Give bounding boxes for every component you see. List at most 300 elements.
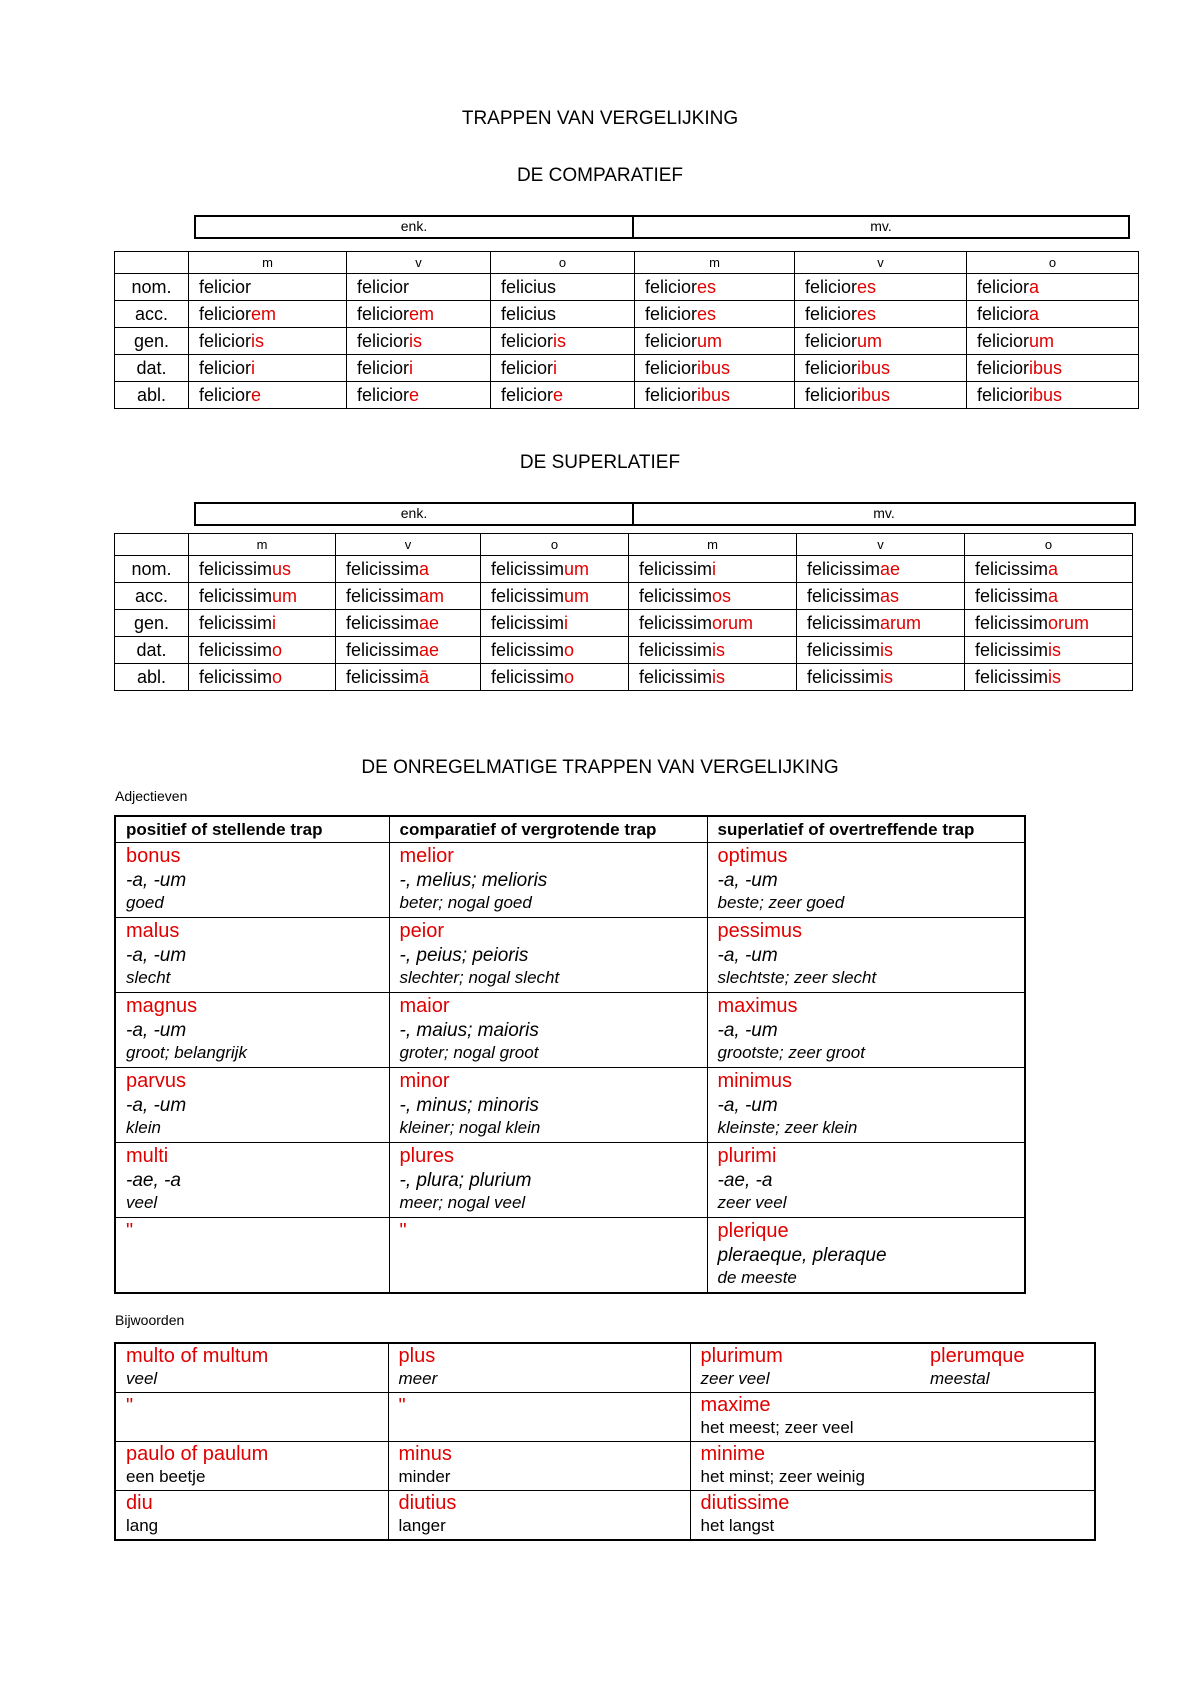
- case-label: gen.: [115, 610, 189, 637]
- word-ending: um: [697, 330, 723, 351]
- word-ending: ibus: [857, 384, 891, 405]
- declension-cell: [336, 556, 481, 583]
- word-ending: i: [272, 612, 277, 633]
- word-stem: felicissim: [346, 585, 420, 606]
- declension-cell: [629, 637, 797, 664]
- word-ending: es: [857, 276, 877, 297]
- word-stem: felicissim: [639, 639, 713, 660]
- word-forms: -, minus; minoris: [399, 1095, 539, 1116]
- word-ending: arum: [880, 612, 922, 633]
- word-stem: felicissim: [491, 612, 565, 633]
- group-label-plural: mv.: [632, 217, 1128, 237]
- adverb-cell: [690, 1442, 920, 1491]
- adverb-row: [115, 1393, 1095, 1442]
- case-label: dat.: [115, 355, 189, 382]
- word-ending: ibus: [697, 357, 731, 378]
- word-ending: es: [697, 276, 717, 297]
- declension-cell: [797, 556, 965, 583]
- word-stem: felicior: [357, 330, 410, 351]
- word-meaning: langer: [398, 1516, 446, 1535]
- declension-cell: [967, 382, 1139, 409]
- case-label: abl.: [115, 382, 189, 409]
- word-forms: -, peius; peioris: [399, 945, 529, 966]
- word-meaning: klein: [126, 1118, 161, 1137]
- word-ending: em: [251, 303, 277, 324]
- irregular-header-row: [115, 816, 1025, 843]
- word-ending: o: [272, 639, 283, 660]
- case-row-acc: [115, 301, 1139, 328]
- irregular-cell: [707, 993, 1025, 1068]
- word-stem: felicissim: [639, 612, 713, 633]
- declension-cell: [795, 301, 967, 328]
- case-label: acc.: [115, 583, 189, 610]
- declension-cell: [797, 664, 965, 691]
- word-meaning: groter; nogal groot: [399, 1043, 539, 1062]
- word-ending: is: [880, 666, 894, 687]
- latin-word: malus: [126, 920, 180, 942]
- irregular-cell: [115, 1068, 389, 1143]
- irregular-cell: [707, 918, 1025, 993]
- latin-word: maxime: [700, 1394, 771, 1416]
- declension-cell: [967, 274, 1139, 301]
- word-ending: i: [251, 357, 256, 378]
- word-stem: felicissim: [807, 585, 881, 606]
- declension-cell: [965, 610, 1133, 637]
- word-stem: felicior: [501, 330, 554, 351]
- word-ending: i: [712, 558, 717, 579]
- case-row-gen: [115, 328, 1139, 355]
- irregular-row: [115, 1218, 1025, 1294]
- gender-header: o: [481, 534, 629, 556]
- gender-header: m: [189, 252, 347, 274]
- irregular-cell: [115, 918, 389, 993]
- declension-cell: [189, 274, 347, 301]
- irregular-cell: [389, 918, 707, 993]
- word-ending: is: [712, 639, 726, 660]
- page-title: TRAPPEN VAN VERGELIJKING: [461, 108, 739, 129]
- declension-cell: [189, 637, 336, 664]
- word-ending: ae: [419, 612, 440, 633]
- word-stem: felicior: [199, 384, 252, 405]
- word-ending: i: [564, 612, 569, 633]
- word-ending: ibus: [697, 384, 731, 405]
- latin-word: melior: [399, 845, 454, 867]
- declension-cell: [965, 637, 1133, 664]
- latin-word: peior: [399, 920, 444, 942]
- declension-cell: [189, 355, 347, 382]
- irregular-cell: [707, 1068, 1025, 1143]
- word-stem: felicissim: [491, 558, 565, 579]
- declension-cell: [491, 274, 635, 301]
- word-meaning: meestal: [930, 1369, 990, 1388]
- group-label-singular: enk.: [400, 505, 428, 521]
- adverb-cell: [690, 1491, 920, 1541]
- declension-cell: [347, 355, 491, 382]
- word-stem: felicior: [645, 303, 698, 324]
- case-row-dat: [115, 355, 1139, 382]
- word-stem: felicior: [501, 357, 554, 378]
- word-stem: felicissim: [199, 585, 273, 606]
- word-meaning: het langst: [700, 1516, 775, 1535]
- gender-header: m: [635, 252, 795, 274]
- word-meaning: minder: [398, 1467, 451, 1486]
- word-ending: um: [564, 585, 590, 606]
- declension-cell: [347, 382, 491, 409]
- declension-cell: [481, 610, 629, 637]
- word-stem: felicior: [199, 330, 252, 351]
- word-ending: e: [553, 384, 564, 405]
- declension-cell: [795, 274, 967, 301]
- word-stem: felicior: [805, 303, 858, 324]
- word-stem: felicior: [501, 384, 554, 405]
- irregular-adjectives-table: [114, 815, 1026, 1294]
- group-label-singular: enk.: [400, 218, 428, 234]
- word-meaning: zeer veel: [717, 1193, 787, 1212]
- word-stem: felicior: [645, 330, 698, 351]
- declension-cell: [795, 355, 967, 382]
- word-ending: a: [1029, 303, 1040, 324]
- declension-cell: [795, 382, 967, 409]
- word-meaning: meer; nogal veel: [399, 1193, 526, 1212]
- adverb-cell: [920, 1491, 1095, 1541]
- corner-cell: [115, 252, 189, 274]
- word-meaning: veel: [126, 1193, 158, 1212]
- word-stem: felicissim: [975, 558, 1049, 579]
- latin-word: minor: [399, 1070, 450, 1092]
- adverb-cell: [115, 1491, 388, 1541]
- word-meaning: veel: [126, 1369, 158, 1388]
- word-ending: i: [553, 357, 558, 378]
- declension-cell: [491, 328, 635, 355]
- word-ending: is: [880, 639, 894, 660]
- case-row-gen: [115, 610, 1133, 637]
- adverb-cell: [115, 1393, 388, 1442]
- comparative-table: [114, 251, 1139, 409]
- word-ending: is: [1048, 639, 1062, 660]
- irregular-cell: [389, 1143, 707, 1218]
- word-stem: felicissim: [807, 558, 881, 579]
- adverbs-table: [114, 1342, 1096, 1541]
- declension-cell: [347, 274, 491, 301]
- word-ending: is: [712, 666, 726, 687]
- word-ending: a: [1048, 585, 1059, 606]
- irregular-cell: [389, 993, 707, 1068]
- word-stem: felicissim: [491, 585, 565, 606]
- word-ending: a: [1029, 276, 1040, 297]
- word-forms: -a, -um: [126, 945, 187, 966]
- declension-cell: [629, 583, 797, 610]
- latin-word: bonus: [126, 845, 181, 867]
- word-stem: felicissim: [639, 558, 713, 579]
- word-stem: felicissim: [807, 639, 881, 660]
- case-label: nom.: [115, 556, 189, 583]
- case-row-acc: [115, 583, 1133, 610]
- word-stem: felicior: [199, 357, 252, 378]
- word-meaning: kleinste; zeer klein: [717, 1118, 858, 1137]
- word-ending: is: [251, 330, 265, 351]
- superlative-table: [114, 533, 1133, 691]
- word-ending: orum: [1048, 612, 1090, 633]
- word-forms: -a, -um: [126, 1020, 187, 1041]
- latin-word: plures: [399, 1145, 454, 1167]
- column-header: superlatief of overtreffende trap: [707, 816, 1025, 843]
- word-stem: felicior: [357, 384, 410, 405]
- declension-cell: [347, 328, 491, 355]
- word-meaning: zeer veel: [700, 1369, 770, 1388]
- declension-cell: [347, 301, 491, 328]
- word-stem: felicior: [645, 276, 698, 297]
- irregular-row: [115, 993, 1025, 1068]
- irregular-cell: [115, 1218, 389, 1294]
- declension-cell: [336, 664, 481, 691]
- superlative-group-header: [194, 502, 1136, 526]
- declension-cell: [481, 664, 629, 691]
- declension-cell: [635, 301, 795, 328]
- declension-cell: [635, 382, 795, 409]
- word-meaning: goed: [126, 893, 164, 912]
- latin-word: optimus: [717, 845, 788, 867]
- irregular-row: [115, 1068, 1025, 1143]
- word-stem: felicissim: [346, 666, 420, 687]
- word-stem: felicissim: [199, 612, 273, 633]
- case-label: dat.: [115, 637, 189, 664]
- word-ending: e: [251, 384, 262, 405]
- word-stem: felicissim: [491, 639, 565, 660]
- word-ending: as: [880, 585, 900, 606]
- word-meaning: het meest; zeer veel: [700, 1418, 854, 1437]
- word-stem: felicissim: [346, 639, 420, 660]
- latin-word: multo of multum: [126, 1345, 269, 1367]
- irregular-row: [115, 1143, 1025, 1218]
- gender-header: m: [629, 534, 797, 556]
- word-ending: um: [1029, 330, 1055, 351]
- word-ending: ā: [419, 666, 430, 687]
- irregular-cell: [389, 1218, 707, 1294]
- group-label-plural: mv.: [632, 504, 1134, 524]
- word-meaning: beste; zeer goed: [717, 893, 845, 912]
- latin-word: diutius: [398, 1492, 457, 1514]
- word-ending: is: [553, 330, 567, 351]
- word-stem: felicius: [501, 303, 557, 324]
- latin-word: magnus: [126, 995, 198, 1017]
- gender-header: o: [965, 534, 1133, 556]
- latin-word: diu: [126, 1492, 153, 1514]
- declension-cell: [795, 328, 967, 355]
- adverb-cell: [388, 1343, 690, 1393]
- word-meaning: groot; belangrijk: [126, 1043, 247, 1062]
- latin-word: pessimus: [717, 920, 802, 942]
- adverb-row: [115, 1343, 1095, 1393]
- adverb-cell: [115, 1442, 388, 1491]
- latin-word: paulo of paulum: [126, 1443, 269, 1465]
- latin-word: plerumque: [930, 1345, 1025, 1367]
- word-stem: felicior: [805, 276, 858, 297]
- word-ending: o: [564, 666, 575, 687]
- word-stem: felicior: [199, 303, 252, 324]
- gender-header: o: [967, 252, 1139, 274]
- word-stem: felicior: [357, 303, 410, 324]
- case-label: nom.: [115, 274, 189, 301]
- word-stem: felicissim: [199, 639, 273, 660]
- word-stem: felicior: [977, 330, 1030, 351]
- declension-cell: [965, 664, 1133, 691]
- word-ending: ibus: [1029, 357, 1063, 378]
- word-forms: -a, -um: [717, 1095, 778, 1116]
- irregular-cell: [707, 1143, 1025, 1218]
- word-ending: us: [272, 558, 292, 579]
- word-ending: o: [564, 639, 575, 660]
- word-forms: -a, -um: [126, 1095, 187, 1116]
- latin-word: ": [126, 1395, 134, 1417]
- word-stem: felicissim: [346, 558, 420, 579]
- word-stem: felicior: [805, 384, 858, 405]
- word-ending: i: [409, 357, 414, 378]
- word-ending: es: [857, 303, 877, 324]
- declension-cell: [967, 328, 1139, 355]
- declension-cell: [189, 610, 336, 637]
- declension-cell: [629, 556, 797, 583]
- adverb-cell: [690, 1343, 920, 1393]
- word-stem: felicissim: [199, 558, 273, 579]
- irregular-cell: [707, 1218, 1025, 1294]
- latin-word: plurimi: [717, 1145, 777, 1167]
- adjectives-label: Adjectieven: [115, 788, 188, 804]
- case-label: acc.: [115, 301, 189, 328]
- word-stem: felicior: [805, 330, 858, 351]
- declension-cell: [629, 610, 797, 637]
- declension-cell: [635, 274, 795, 301]
- declension-cell: [965, 583, 1133, 610]
- word-forms: -a, -um: [717, 945, 778, 966]
- case-label: abl.: [115, 664, 189, 691]
- word-stem: felicissim: [975, 666, 1049, 687]
- word-ending: am: [419, 585, 445, 606]
- case-row-abl: [115, 382, 1139, 409]
- latin-word: plus: [398, 1345, 436, 1367]
- word-ending: o: [272, 666, 283, 687]
- latin-word: maior: [399, 995, 450, 1017]
- declension-cell: [491, 382, 635, 409]
- word-meaning: slechtste; zeer slecht: [717, 968, 877, 987]
- word-ending: um: [272, 585, 298, 606]
- latin-word: minime: [700, 1443, 765, 1465]
- word-stem: felicior: [977, 303, 1030, 324]
- declension-cell: [629, 664, 797, 691]
- word-forms: -a, -um: [717, 870, 778, 891]
- word-ending: is: [409, 330, 423, 351]
- irregular-row: [115, 843, 1025, 918]
- word-ending: is: [1048, 666, 1062, 687]
- declension-cell: [491, 355, 635, 382]
- word-meaning: slechter; nogal slecht: [399, 968, 560, 987]
- irregular-row: [115, 918, 1025, 993]
- word-stem: felicior: [199, 276, 252, 297]
- word-meaning: het minst; zeer weinig: [700, 1467, 865, 1486]
- corner-cell: [115, 534, 189, 556]
- column-header: comparatief of vergrotende trap: [389, 816, 707, 843]
- gender-header: o: [491, 252, 635, 274]
- latin-word: ": [126, 1220, 134, 1242]
- word-ending: ae: [880, 558, 901, 579]
- word-stem: felicissim: [975, 612, 1049, 633]
- latin-word: maximus: [717, 995, 798, 1017]
- adverb-cell: [690, 1393, 920, 1442]
- word-stem: felicissim: [491, 666, 565, 687]
- adverb-row: [115, 1442, 1095, 1491]
- word-stem: felicissim: [975, 585, 1049, 606]
- word-stem: felicior: [645, 384, 698, 405]
- word-forms: -a, -um: [717, 1020, 778, 1041]
- word-meaning: beter; nogal goed: [399, 893, 532, 912]
- declension-cell: [965, 556, 1133, 583]
- adverb-cell: [920, 1343, 1095, 1393]
- gender-header: m: [189, 534, 336, 556]
- word-meaning: meer: [398, 1369, 438, 1388]
- declension-cell: [797, 583, 965, 610]
- latin-word: diutissime: [700, 1492, 790, 1514]
- gender-header: v: [797, 534, 965, 556]
- word-ending: es: [697, 303, 717, 324]
- adverb-cell: [920, 1393, 1095, 1442]
- word-meaning: grootste; zeer groot: [717, 1043, 865, 1062]
- word-stem: felicissim: [346, 612, 420, 633]
- latin-word: plurimum: [700, 1345, 783, 1367]
- adverb-cell: [388, 1393, 690, 1442]
- declension-cell: [189, 328, 347, 355]
- gender-header: v: [795, 252, 967, 274]
- word-forms: -, melius; melioris: [399, 870, 548, 891]
- declension-cell: [967, 301, 1139, 328]
- word-ending: ibus: [1029, 384, 1063, 405]
- declension-cell: [189, 583, 336, 610]
- word-forms: -, plura; plurium: [399, 1170, 532, 1191]
- declension-cell: [797, 610, 965, 637]
- declension-cell: [797, 637, 965, 664]
- gender-header-row: [115, 534, 1133, 556]
- comparative-heading: DE COMPARATIEF: [516, 165, 684, 186]
- word-forms: -a, -um: [126, 870, 187, 891]
- case-row-nom: [115, 556, 1133, 583]
- word-ending: ae: [419, 639, 440, 660]
- adverb-row: [115, 1491, 1095, 1541]
- word-stem: felicior: [645, 357, 698, 378]
- declension-cell: [635, 328, 795, 355]
- word-ending: ibus: [857, 357, 891, 378]
- word-stem: felicior: [357, 276, 410, 297]
- word-stem: felicior: [977, 384, 1030, 405]
- gender-header: v: [347, 252, 491, 274]
- word-forms: -, maius; maioris: [399, 1020, 539, 1041]
- word-forms: -ae, -a: [717, 1170, 773, 1191]
- word-forms: pleraeque, pleraque: [717, 1245, 887, 1266]
- latin-word: multi: [126, 1145, 169, 1167]
- adverb-cell: [388, 1491, 690, 1541]
- comparative-group-header: [194, 215, 1130, 239]
- word-stem: felicissim: [639, 585, 713, 606]
- declension-cell: [336, 583, 481, 610]
- word-meaning: de meeste: [717, 1268, 797, 1287]
- word-stem: felicior: [977, 357, 1030, 378]
- column-header: positief of stellende trap: [115, 816, 389, 843]
- word-meaning: lang: [126, 1516, 159, 1535]
- superlative-heading: DE SUPERLATIEF: [519, 452, 681, 473]
- declension-cell: [481, 583, 629, 610]
- word-meaning: een beetje: [126, 1467, 206, 1486]
- word-ending: um: [857, 330, 883, 351]
- irregular-cell: [707, 843, 1025, 918]
- gender-header: v: [336, 534, 481, 556]
- word-stem: felicissim: [807, 666, 881, 687]
